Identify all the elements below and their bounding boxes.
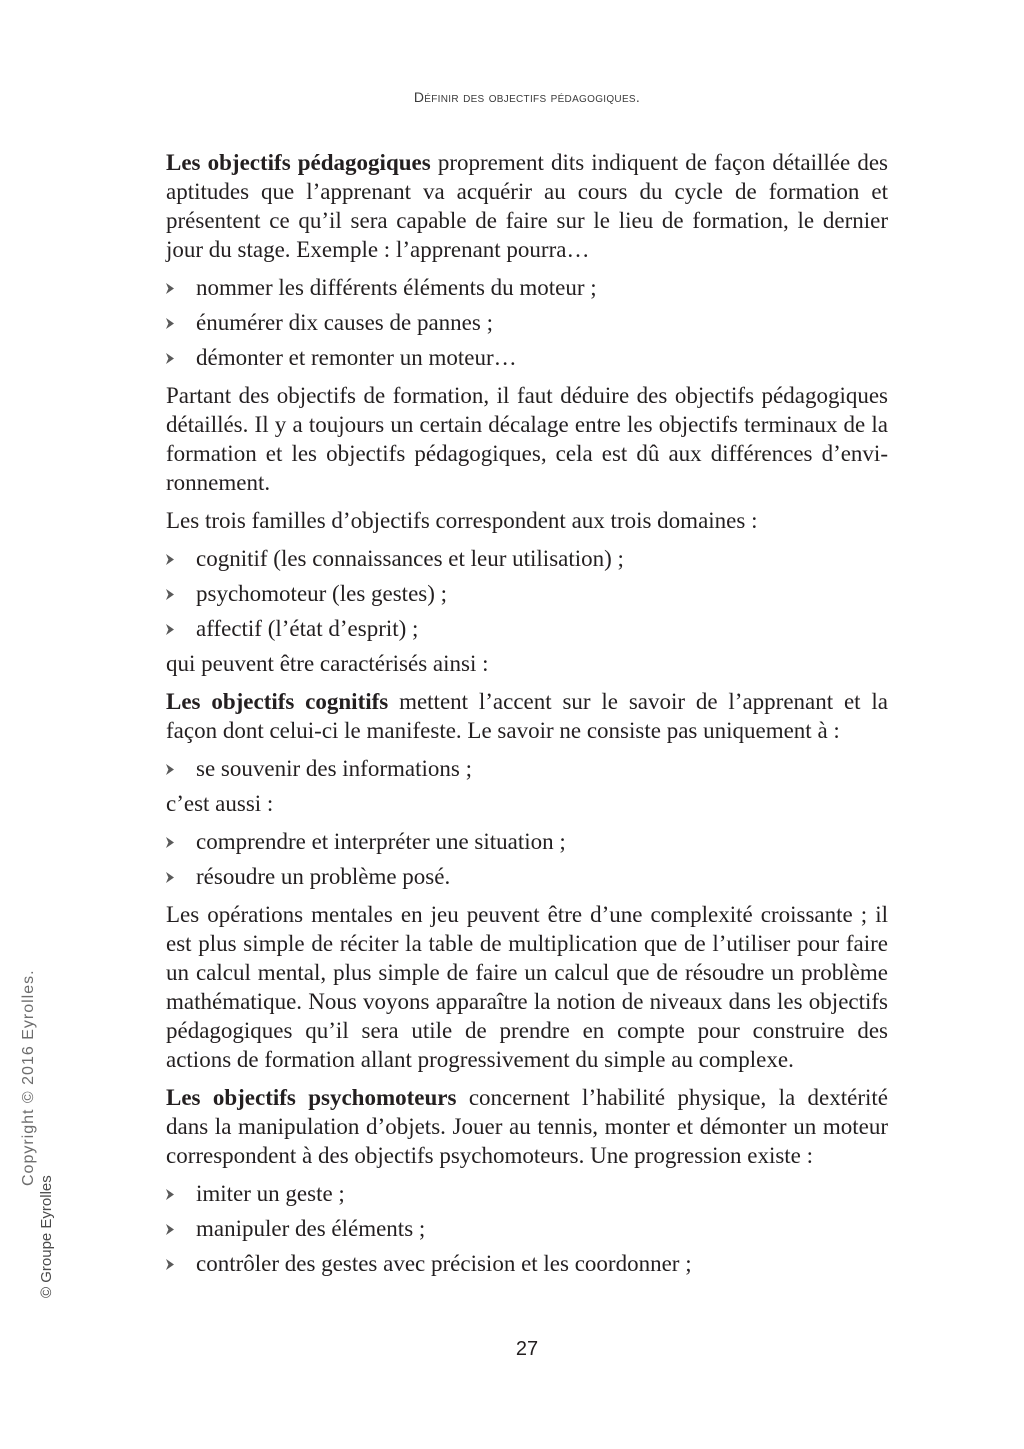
bold-term: Les objectifs pédagogiques [166,150,431,175]
paragraph-text: mettent l’accent sur le savoir de l’apprenant et la façon dont celui-ci le manifeste. Le savoir ne consiste pas uniquement à : [166,689,888,743]
list-item-text: démonter et remonter un moteur… [196,345,517,370]
chevron-bullet-icon [166,624,174,635]
paragraph-objectifs-pedagogiques [166,148,888,264]
bold-term: Les objectifs psychomoteurs [166,1085,457,1110]
bullet-list [166,1179,888,1278]
list-item-text: psychomoteur (les gestes) ; [196,581,448,606]
list-item [166,1214,888,1243]
body-text [166,148,888,1287]
paragraph-text: c’est aussi : [166,791,274,816]
paragraph-objectifs-cognitifs [166,687,888,745]
list-item [166,343,888,372]
list-item [166,827,888,856]
paragraph-text: Partant des objectifs de formation, il faut déduire des objectifs pédagogiques détaillés. Il y a toujours un certain décalage entre les objectifs terminaux de la formation et les objectifs pédagogiques, cela est dû aux différences d’environnement. [166,383,888,495]
chevron-bullet-icon [166,1189,174,1200]
chevron-bullet-icon [166,872,174,883]
list-item-text: affectif (l’état d’esprit) ; [196,616,419,641]
paragraph-text: concernent l’habilité physique, la dextérité dans la manipulation d’objets. Jouer au tennis, monter et démonter un moteur correspondent à des objectifs psychomoteurs. Une progression existe : [166,1085,889,1168]
list-item-text: énumérer dix causes de pannes ; [196,310,493,335]
chevron-bullet-icon [166,1224,174,1235]
list-item-text: comprendre et interpréter une situation ; [196,829,566,854]
list-item [166,308,888,337]
list-item [166,273,888,302]
paragraph-text: proprement dits indiquent de façon détaillée des aptitudes que l’apprenant va acquérir au cours du cycle de formation et présentent ce qu’il sera capable de faire sur le lieu de formation, le dernier jour du stage. Exemple : l’apprenant pourra… [166,150,889,262]
list-item [166,579,888,608]
page-number: 27 [515,1338,539,1360]
list-item-text: nommer les différents éléments du moteur ; [196,275,597,300]
paragraph-text: Les opérations mentales en jeu peuvent être d’une complexité croissante ; il est plus simple de réciter la table de multiplication que de l’utiliser pour faire un calcul mental, plus simple de faire un calcul que de résoudre un problème mathématique. Nous voyons apparaître la notion de niveaux dans les objectifs pédagogiques qu’il sera utile de prendre en compte pour construire des actions de formation allant progressivement du simple au complexe. [166,902,888,1072]
bullet-list [166,754,888,783]
running-head: Définir des objectifs pédagogiques. [413,89,641,105]
list-item [166,1179,888,1208]
publisher-notice: © Groupe Eyrolles [38,1175,55,1298]
bold-term: Les objectifs cognitifs [166,689,389,714]
paragraph-text: Les trois familles d’objectifs correspondent aux trois domaines : [166,508,758,533]
chevron-bullet-icon [166,554,174,565]
list-item-text: cognitif (les connaissances et leur utilisation) ; [196,546,624,571]
chevron-bullet-icon [166,353,174,364]
bullet-list [166,827,888,891]
copyright-notice: Copyright © 2016 Eyrolles. [20,969,37,1186]
paragraph-text: qui peuvent être caractérisés ainsi : [166,651,489,676]
list-item [166,614,888,643]
list-item-text: résoudre un problème posé. [196,864,451,889]
chevron-bullet-icon [166,318,174,329]
chevron-bullet-icon [166,764,174,775]
list-item [166,862,888,891]
bullet-list [166,273,888,372]
list-item [166,754,888,783]
chevron-bullet-icon [166,837,174,848]
list-item-text: se souvenir des informations ; [196,756,472,781]
list-item-text: manipuler des éléments ; [196,1216,426,1241]
chevron-bullet-icon [166,1259,174,1270]
paragraph-objectifs-psychomoteurs [166,1083,888,1170]
list-item-text: imiter un geste ; [196,1181,345,1206]
list-item [166,1249,888,1278]
chevron-bullet-icon [166,589,174,600]
chevron-bullet-icon [166,283,174,294]
bullet-list [166,544,888,643]
list-item-text: contrôler des gestes avec précision et les coordonner ; [196,1251,692,1276]
list-item [166,544,888,573]
